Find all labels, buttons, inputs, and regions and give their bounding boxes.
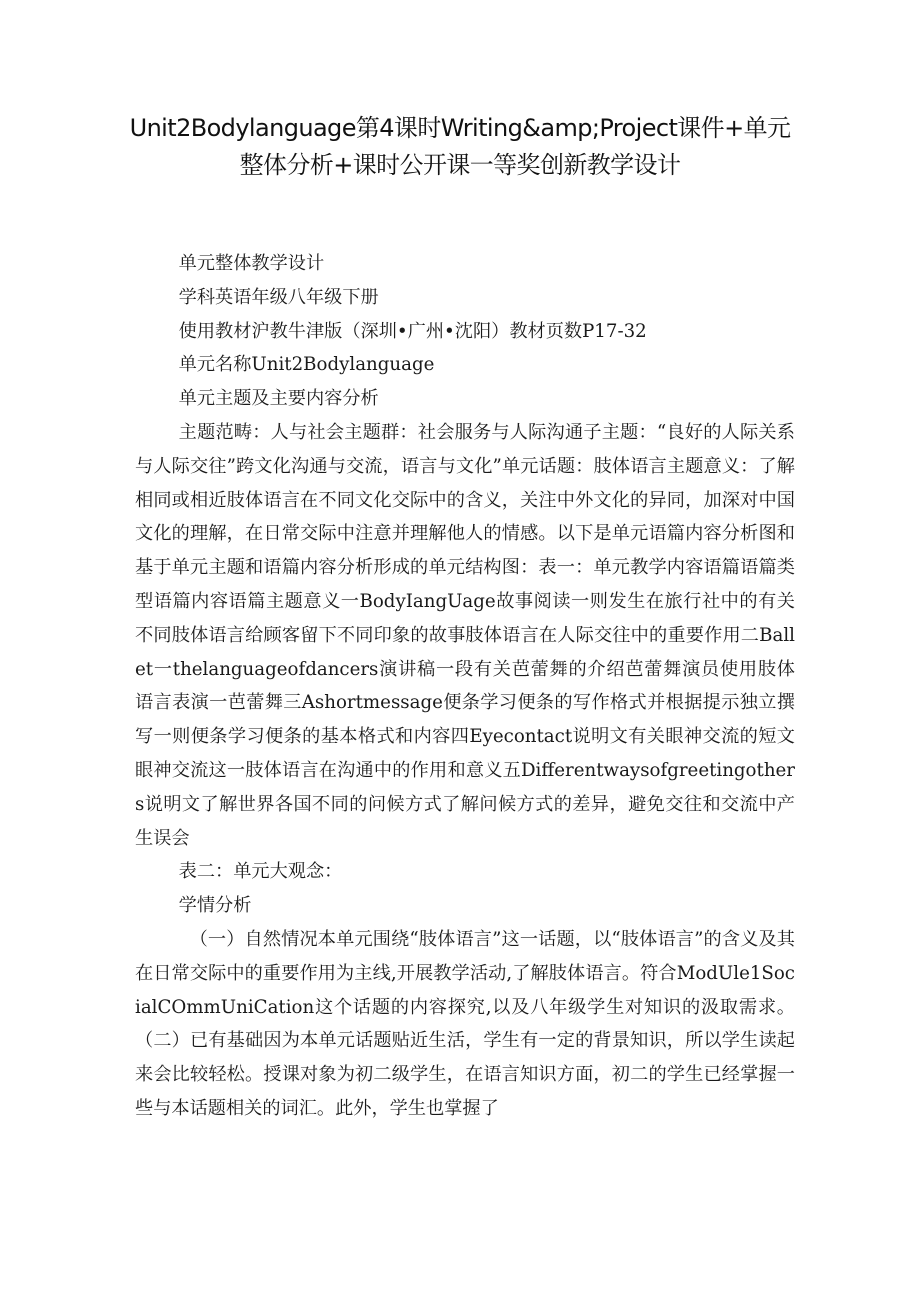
paragraph-unit-name: 单元名称Unit2Bodylanguage: [178, 354, 435, 376]
paragraph-table-two: 表二：单元大观念：: [178, 861, 343, 883]
paragraph-learner-analysis-heading: 学情分析: [178, 895, 252, 917]
paragraph-unit-design: 单元整体教学设计: [178, 253, 325, 274]
paragraph-textbook: 使用教材沪教牛津版（深圳•广州•沈阳）教材页数P17-32: [178, 320, 647, 342]
document-title: Unit2Bodylanguage第4课时Writing&amp;Project课件+单元整体分析+课时公开课一等奖创新教学设计: [129, 114, 791, 179]
paragraph-subject-grade: 学科英语年级八年级下册: [178, 286, 379, 308]
document-body: [135, 247, 795, 1126]
paragraph-learner-analysis: （一）自然情况本单元围绕“肢体语言”这一话题，以“肢体语言”的含义及其在日常交际中的重要作用为主线,开展教学活动,了解肢体语言。符合ModUle1SocialCOmmUniCation这个话题的内容探究,以及八年级学生对知识的汲取需求。（二）已有基础因为本单元话题贴近生活，学生有一定的背景知识，所以学生读起来会比较轻松。授课对象为初二级学生，在语言知识方面，初二的学生已经掌握一些与本话题相关的词汇。此外，学生也掌握了: [135, 928, 795, 1119]
paragraph-theme-heading: 单元主题及主要内容分析: [178, 388, 379, 410]
paragraph-theme-analysis: 主题范畴：人与社会主题群：社会服务与人际沟通子主题：“良好的人际关系与人际交往”跨文化沟通与交流，语言与文化”单元话题：肢体语言主题意义：了解相同或相近肢体语言在不同文化交际中的含义，关注中外文化的异同，加深对中国文化的理解，在日常交际中注意并理解他人的情感。以下是单元语篇内容分析图和基于单元主题和语篇内容分析形成的单元结构图：表一：单元教学内容语篇语篇类型语篇内容语篇主题意义一BodyIangUage故事阅读一则发生在旅行社中的有关不同肢体语言给顾客留下不同印象的故事肢体语言在人际交往中的重要作用二Ballet一thelanguageofdancers演讲稿一段有关芭蕾舞的介绍芭蕾舞演员使用肢体语言表演一芭蕾舞三Ashortmessage便条学习便条的写作格式并根据提示独立撰写一则便条学习便条的基本格式和内容四Eyecontact说明文有关眼神交流的短文眼神交流这一肢体语言在沟通中的作用和意义五Differentwaysofgreetingothers说明文了解世界各国不同的问候方式了解问候方式的差异，避免交往和交流中产生误会: [135, 421, 795, 849]
